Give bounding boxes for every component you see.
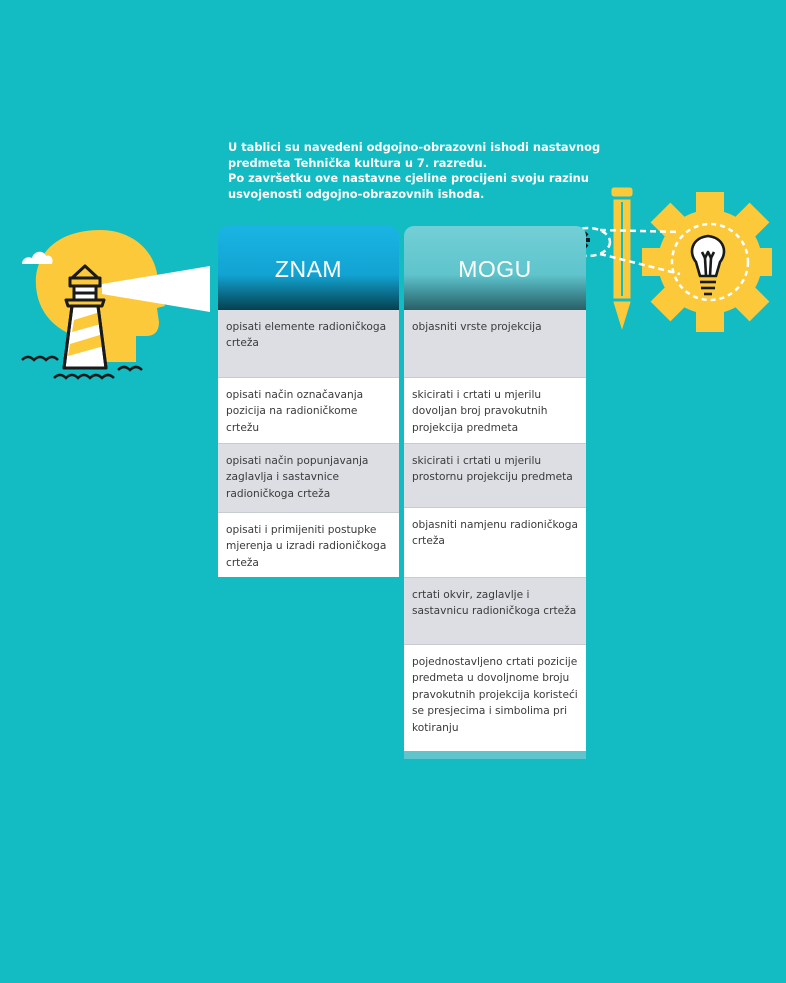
mogu-header: MOGU [404, 226, 586, 310]
pencil-gear-bulb-icon [560, 180, 780, 335]
lighthouse-head-icon [18, 226, 218, 391]
mogu-footer [404, 751, 586, 759]
mogu-item: pojednostavljeno crtati pozicije predmeta u dovoljnome broju pravokutnih projekcija koristeći se presjecima i simbolima pri kotiranju [404, 645, 586, 751]
znam-item: opisati i primijeniti postupke mjerenja u izradi radioničkoga crteža [218, 513, 399, 577]
mogu-item: skicirati i crtati u mjerilu prostornu projekciju predmeta [404, 444, 586, 508]
intro-line: usvojenosti odgojno-obrazovnih ishoda. [228, 186, 485, 201]
mogu-item: objasniti namjenu radioničkoga crteža [404, 508, 586, 578]
intro-text [228, 140, 608, 202]
znam-column [218, 226, 399, 577]
intro-line: U tablici su navedeni odgojno-obrazovni ishodi nastavnog [228, 140, 601, 154]
znam-header: ZNAM [218, 226, 399, 310]
mogu-item: skicirati i crtati u mjerilu dovoljan broj pravokutnih projekcija predmeta [404, 378, 586, 444]
mogu-column [404, 226, 586, 759]
intro-line: Po završetku ove nastavne cjeline procijeni svoju razinu [228, 171, 589, 185]
mogu-item: objasniti vrste projekcija [404, 310, 586, 378]
znam-item: opisati elemente radioničkoga crteža [218, 310, 399, 378]
znam-item: opisati način popunjavanja zaglavlja i sastavnice radioničkoga crteža [218, 444, 399, 513]
znam-item: opisati način označavanja pozicija na radioničkome crtežu [218, 378, 399, 444]
mogu-item: crtati okvir, zaglavlje i sastavnicu radioničkoga crteža [404, 578, 586, 645]
intro-line: predmeta Tehnička kultura u 7. razredu. [228, 155, 487, 170]
